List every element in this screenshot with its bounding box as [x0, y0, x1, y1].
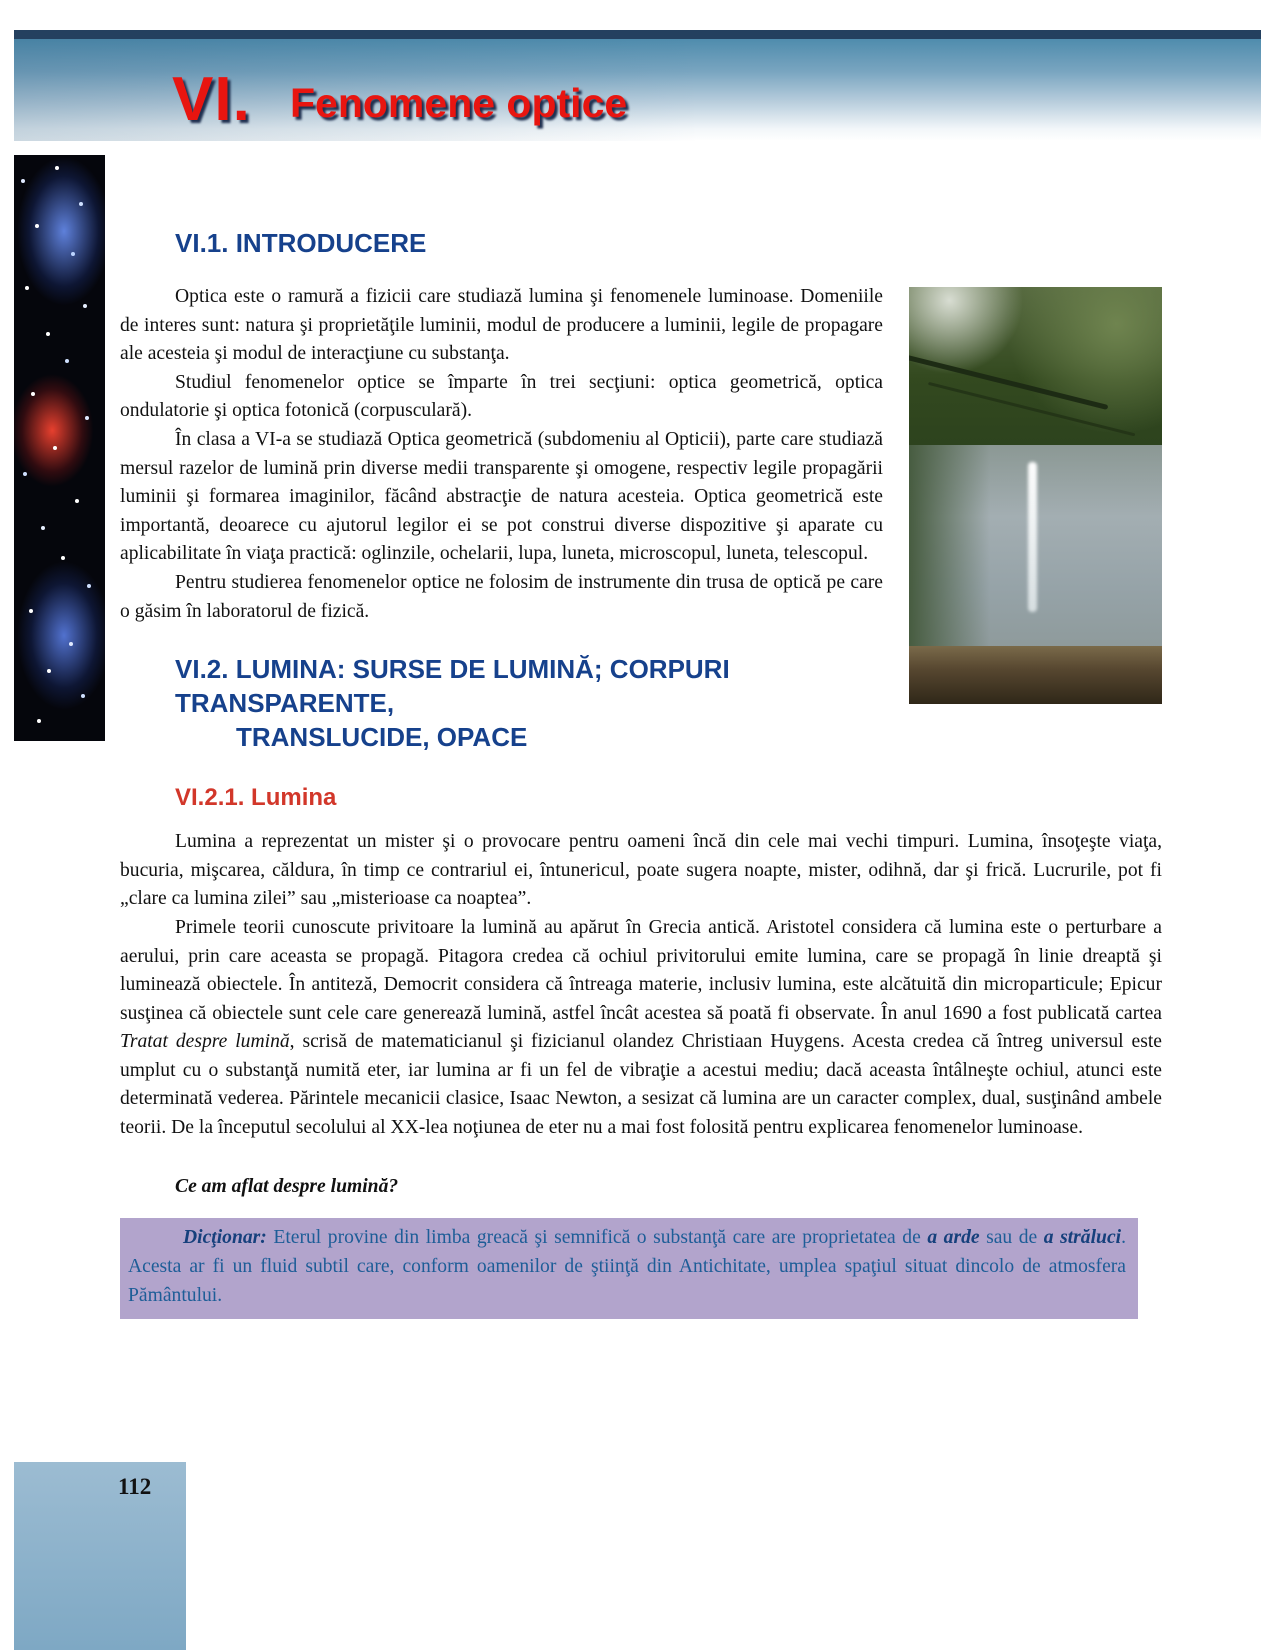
paragraph-text: Primele teorii cunoscute privitoare la lumină au apărut în Grecia antică. Aristotel considera că lumina este o perturbare a aerului, prin care aceasta se propagă. Pitagora credea că ochiul privitorului emite lumina, care se propagă în linie dreaptă şi luminează obiectele. În antiteză, Democrit considera că întreaga materie, inclusiv lumina, este alcătuită din microparticule; Epicur susţinea că obiectele sunt cele care generează lumină, astfel încât acestea să poată fi observate. În anul 1690 a fost publicată cartea	[120, 916, 1162, 1024]
photo-shore	[909, 646, 1162, 704]
pond-photo	[909, 287, 1162, 704]
dictionary-label: Dicţionar:	[183, 1227, 267, 1249]
heading-line-1: VI.2. LUMINA: SURSE DE LUMINĂ; CORPURI TRANSPARENTE,	[175, 654, 730, 719]
section-vi21-subheading: VI.2.1. Lumina	[175, 784, 337, 812]
photo-fountain-jet	[1028, 462, 1037, 612]
paragraph-text: , scrisă de matematicianul şi fizicianul olandez Christiaan Huygens. Acesta credea că întreg universul este umplut cu o substanţă numită eter, iar lumina ar fi un fel de vibraţie a acestui mediu; dacă aceasta întâlneşte ochiul, atunci este determinată vederea. Părintele mecanicii clasice, Isaac Newton, a sesizat că lumina are un caracter complex, dual, susţinând ambele teorii. De la începutul secolului al XX-lea noţiunea de eter nu a mai fost folosită pentru explicarea fenomenelor luminoase.	[120, 1031, 1162, 1139]
question-line: Ce am aflat despre lumină?	[175, 1175, 399, 1197]
dictionary-term: a străluci	[1043, 1227, 1122, 1249]
dictionary-text: sau de	[979, 1227, 1044, 1249]
star-dots	[14, 155, 16, 157]
decorative-sidebar-image	[14, 155, 105, 741]
body-paragraph: Lumina a reprezentat un mister şi o provocare pentru oameni încă din cele mai vechi timpuri. Lumina, însoţeşte viaţa, bucuria, mişcarea, căldura, în timp ce contrariul ei, întunericul, poate sugera noapte, mister, odihnă, dar şi frică. Lucrurile, pot fi „clare ca lumina zilei” sau „misterioase ca noaptea”.	[120, 831, 1162, 910]
page-number: 112	[118, 1474, 152, 1499]
photo-trees	[909, 287, 1162, 454]
chapter-banner	[14, 30, 1261, 141]
intro-paragraph: În clasa a VI-a se studiază Optica geometrică (subdomeniu al Opticii), parte care studiază mersul razelor de lumină prin diverse medii transparente şi omogene, respectiv legile propagării luminii şi formarea imaginilor, făcând abstracţie de natura acesteia. Optica geometrică este importantă, deoarece cu ajutorul legilor ei se pot construi diverse dispozitive şi aparate cu aplicabilitate în viaţa practică: oglinzile, ochelarii, lupa, luneta, microscopul, luneta, telescopul.	[120, 428, 883, 565]
heading-line-2: TRANSLUCIDE, OPACE	[236, 722, 528, 753]
chapter-title: Fenomene optice	[290, 80, 628, 126]
dictionary-text: . Acesta ar fi un fluid subtil care, conform oamenilor de ştiinţă din Antichitate, umplea spaţiul situat dincolo de atmosfera Pământului.	[128, 1227, 1126, 1307]
book-title: Tratat despre lumină	[120, 1031, 290, 1053]
main-content	[120, 228, 1162, 1319]
page-number-tab	[14, 1462, 186, 1650]
dictionary-term: a arde	[927, 1227, 980, 1249]
body-paragraph	[120, 914, 1162, 1143]
intro-paragraph: Optica este o ramură a fizicii care studiază lumina şi fenomenele luminoase. Domeniile de interes sunt: natura şi proprietăţile luminii, modul de producere a luminii, legile de propagare ale acesteia şi modul de interacţiune cu substanţa.	[120, 286, 883, 365]
intro-paragraph: Studiul fenomenelor optice se împarte în trei secţiuni: optica geometrică, optica ondulatorie şi optica fotonică (corpusculară).	[120, 371, 883, 422]
dictionary-text: Eterul provine din limba greacă şi semnifică o substanţă care are proprietatea de	[266, 1227, 928, 1249]
chapter-number: VI.	[172, 65, 251, 134]
intro-paragraph: Pentru studierea fenomenelor optice ne folosim de instrumente din trusa de optică pe care o găsim în laboratorul de fizică.	[120, 571, 883, 622]
dictionary-box	[120, 1218, 1138, 1319]
intro-body	[120, 283, 1162, 626]
section-vi1-heading: VI.1. INTRODUCERE	[175, 228, 427, 258]
